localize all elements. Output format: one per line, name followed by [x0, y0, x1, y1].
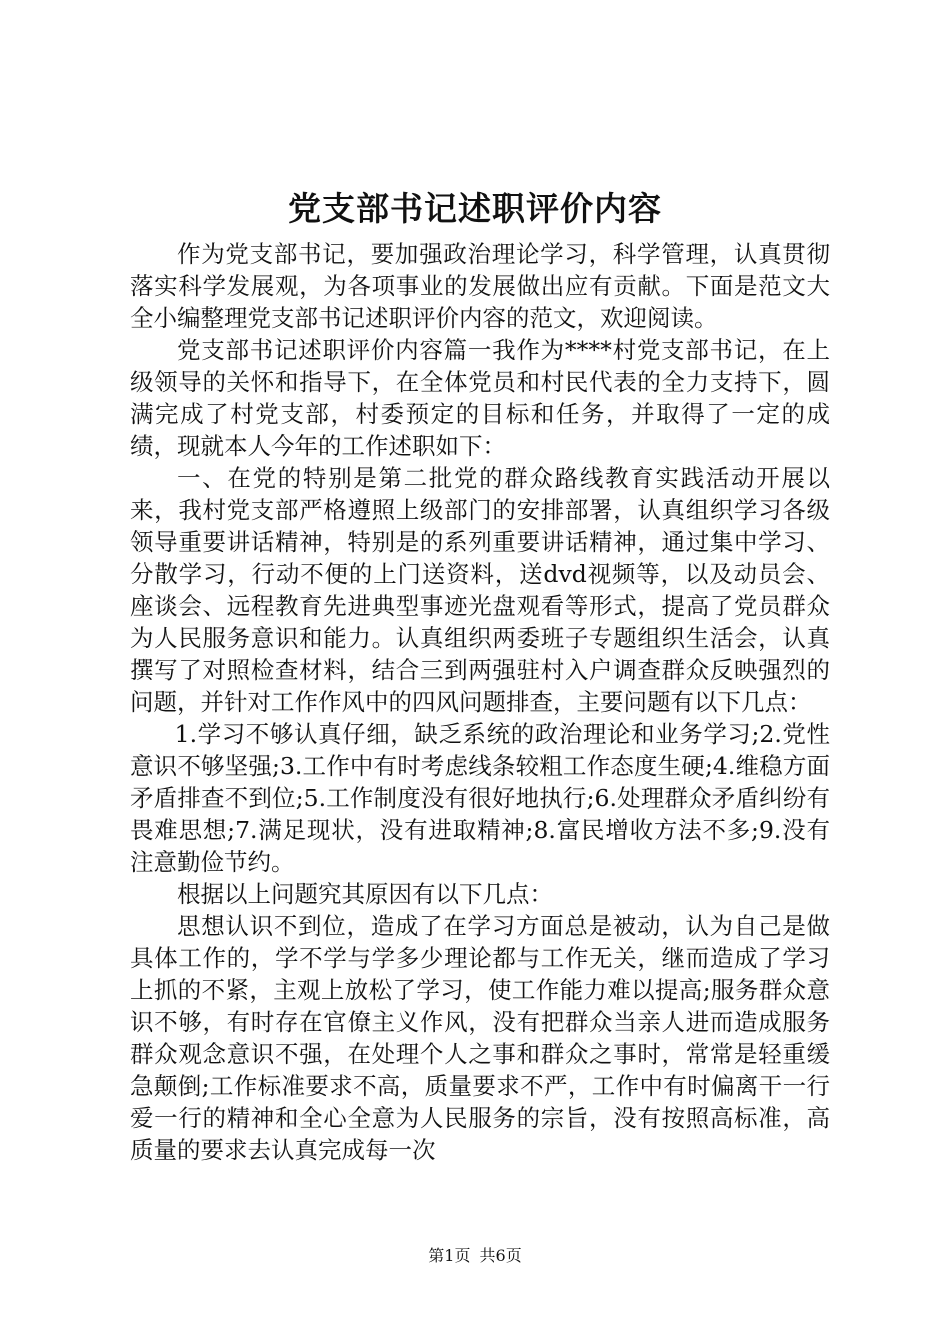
paragraph-report-opening: 党支部书记述职评价内容篇一我作为****村党支部书记，在上级领导的关怀和指导下，在全体党员和村民代表的全力支持下，圆满完成了村党支部，村委预定的目标和任务，并取得了一定的成绩，现就本人今年的工作述职如下： — [130, 336, 830, 460]
page-number: 第1页 — [428, 1246, 471, 1265]
paragraph-intro: 作为党支部书记，要加强政治理论学习，科学管理，认真贯彻落实科学发展观，为各项事业的发展做出应有贡献。下面是范文大全小编整理党支部书记述职评价内容的范文，欢迎阅读。 — [130, 240, 830, 332]
document-title: 党支部书记述职评价内容 — [288, 189, 662, 228]
paragraph-section-one: 一、在党的特别是第二批党的群众路线教育实践活动开展以来，我村党支部严格遵照上级部门的安排部署，认真组织学习各级领导重要讲话精神，特别是的系列重要讲话精神，通过集中学习、分散学习，行动不便的上门送资料，送dvd视频等，以及动员会、座谈会、远程教育先进典型事迹光盘观看等形式，提高了党员群众为人民服务意识和能力。认真组织两委班子专题组织生活会，认真撰写了对照检查材料，结合三到两强驻村入户调查群众反映强烈的问题，并针对工作作风中的四风问题排查，主要问题有以下几点： — [130, 464, 830, 716]
paragraph-causes-detail: 思想认识不到位，造成了在学习方面总是被动，认为自己是做具体工作的，学不学与学多少理论都与工作无关，继而造成了学习上抓的不紧，主观上放松了学习，使工作能力难以提高;服务群众意识不够，有时存在官僚主义作风，没有把群众当亲人进而造成服务群众观念意识不强，在处理个人之事和群众之事时，常常是轻重缓急颠倒;工作标准要求不高，质量要求不严，工作中有时偏离干一行爱一行的精神和全心全意为人民服务的宗旨，没有按照高标准，高质量的要求去认真完成每一次 — [130, 912, 830, 1164]
page-footer — [0, 1244, 950, 1268]
paragraph-problem-list: 1.学习不够认真仔细，缺乏系统的政治理论和业务学习;2.党性意识不够坚强;3.工作中有时考虑线条较粗工作态度生硬;4.维稳方面矛盾排查不到位;5.工作制度没有很好地执行;6.处理群众矛盾纠纷有畏难思想;7.满足现状，没有进取精神;8.富民增收方法不多;9.没有注意勤俭节约。 — [130, 720, 830, 876]
paragraph-causes-heading: 根据以上问题究其原因有以下几点： — [177, 880, 553, 908]
page-total: 共6页 — [479, 1246, 522, 1265]
document-body — [130, 238, 830, 1166]
